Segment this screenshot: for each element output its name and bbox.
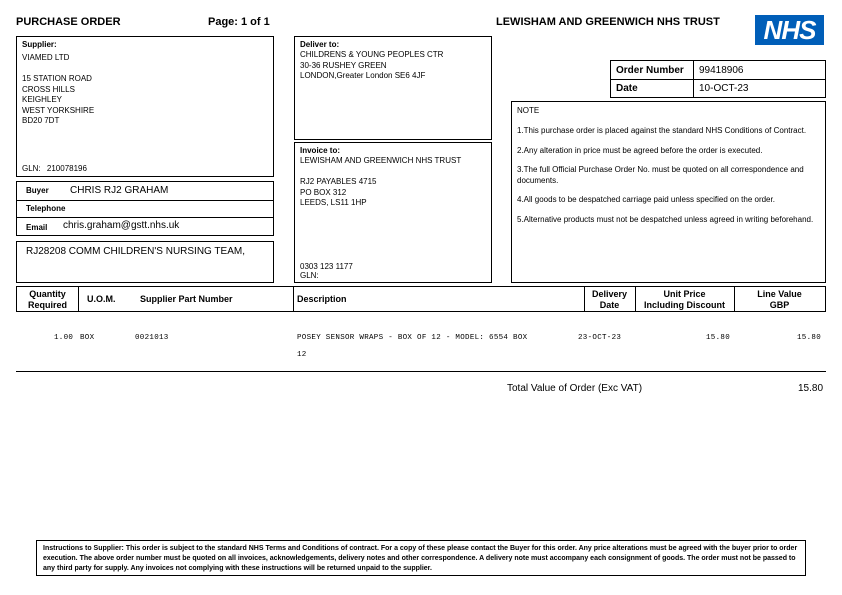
- row-delivery-date: 23-OCT-23: [578, 334, 622, 342]
- supplier-line: WEST YORKSHIRE: [22, 105, 95, 115]
- invoice-to-phone: 0303 123 1177: [300, 262, 353, 271]
- col-uom: U.O.M.: [87, 294, 116, 304]
- invoice-to-label: Invoice to:: [300, 146, 341, 155]
- invoice-line: [300, 167, 461, 178]
- nhs-logo: NHS: [755, 15, 824, 45]
- deliver-to-box: [294, 36, 492, 140]
- row-line-value: 15.80: [797, 334, 822, 342]
- note-item: 2.Any alteration in price must be agreed before the order is executed.: [517, 145, 763, 155]
- supplier-line: BD20 7DT: [22, 116, 60, 125]
- row-description-cont: 12: [297, 351, 307, 359]
- page-indicator: Page: 1 of 1: [208, 16, 270, 28]
- supplier-gln-label: GLN:: [22, 164, 41, 173]
- col-unit-price: Unit Price Including Discount: [644, 289, 725, 310]
- supplier-line: VIAMED LTD: [22, 53, 70, 62]
- row-qty: 1.00: [54, 334, 74, 342]
- total-label: Total Value of Order (Exc VAT): [507, 383, 643, 394]
- row-unit-price: 15.80: [706, 334, 731, 342]
- deliver-line: LONDON,Greater London SE6 4JF: [300, 71, 426, 80]
- col-part-number: Supplier Part Number: [140, 294, 233, 304]
- note-item: 3.The full Official Purchase Order No. must be quoted on all correspondence and documents.: [517, 165, 804, 185]
- total-value: 15.80: [798, 383, 824, 394]
- order-number-label: Order Number: [616, 65, 684, 76]
- trust-name: LEWISHAM AND GREENWICH NHS TRUST: [496, 16, 720, 28]
- invoice-to-box: [294, 142, 492, 283]
- invoice-line: PO BOX 312: [300, 187, 347, 197]
- telephone-label: Telephone: [26, 204, 66, 213]
- supplier-line: KEIGHLEY: [22, 95, 63, 104]
- email-value: chris.graham@gstt.nhs.uk: [63, 220, 180, 231]
- supplier-line: CROSS HILLS: [22, 84, 75, 94]
- order-number-value: 99418906: [699, 65, 744, 76]
- note-item: 1.This purchase order is placed against the standard NHS Conditions of Contract.: [517, 126, 807, 135]
- order-info-box: [610, 60, 826, 98]
- supplier-gln-value: 210078196: [46, 164, 87, 173]
- note-item: 4.All goods to be despatched carriage paid unless specified on the order.: [517, 195, 775, 204]
- row-part-number: 0021013: [135, 334, 169, 342]
- row-uom: BOX: [80, 334, 95, 342]
- invoice-to-gln-label: GLN:: [300, 271, 319, 280]
- supplier-line: [22, 64, 94, 75]
- col-quantity: Quantity Required: [27, 289, 67, 310]
- invoice-line: LEWISHAM AND GREENWICH NHS TRUST: [300, 156, 462, 165]
- invoice-line: RJ2 PAYABLES 4715: [300, 177, 377, 186]
- department-name: RJ28208 COMM CHILDREN'S NURSING TEAM,: [26, 246, 245, 257]
- deliver-to-address: [300, 50, 443, 82]
- supplier-instructions-box: [36, 540, 806, 576]
- department-box: [16, 241, 274, 283]
- buyer-value: CHRIS RJ2 GRAHAM: [70, 185, 169, 196]
- order-date-label: Date: [616, 83, 638, 94]
- order-date-value: 10-OCT-23: [699, 83, 749, 94]
- supplier-address: [22, 53, 94, 127]
- notes-list: [517, 126, 820, 234]
- row-description: POSEY SENSOR WRAPS - BOX OF 12 - MODEL: 6554 BOX: [297, 334, 528, 342]
- col-delivery-date: Delivery Date: [591, 289, 628, 310]
- supplier-label: Supplier:: [22, 40, 57, 49]
- supplier-instructions: Instructions to Supplier: This order is subject to the standard NHS Terms and Conditions of contract. For a copy of these please contact the Buyer for this order. Any price alterations must be agreed with the buyer prior to order execution. The above order number must be quoted on all invoices, acknowledgements, delivery notes and other correspondence. A delivery note must accompany each consignment of goods. The order must not be passed to any third party for supply. Any invoices not complying with these instructions will be returned unpaid to the supplier.: [43, 545, 798, 572]
- invoice-line: LEEDS, LS11 1HP: [300, 198, 367, 207]
- invoice-to-address: [300, 156, 461, 209]
- buyer-label: Buyer: [26, 186, 49, 195]
- buyer-box: [16, 181, 274, 236]
- table-row: [16, 333, 826, 363]
- note-item: 5.Alternative products must not be despatched unless agreed in writing beforehand.: [517, 214, 814, 224]
- table-bottom-rule: [16, 371, 826, 372]
- supplier-box: [16, 36, 274, 177]
- deliver-to-label: Deliver to:: [300, 40, 340, 49]
- deliver-line: CHILDRENS & YOUNG PEOPLES CTR: [300, 50, 444, 59]
- notes-box: [511, 101, 826, 283]
- col-line-value: Line Value GBP: [757, 289, 802, 310]
- document-title: PURCHASE ORDER: [16, 16, 121, 28]
- deliver-line: 30-36 RUSHEY GREEN: [300, 60, 387, 70]
- supplier-line: 15 STATION ROAD: [22, 74, 92, 83]
- table-header: [16, 286, 826, 312]
- supplier-gln: [22, 164, 87, 175]
- email-label: Email: [26, 223, 48, 232]
- notes-title: NOTE: [517, 106, 540, 115]
- col-description: Description: [297, 294, 347, 304]
